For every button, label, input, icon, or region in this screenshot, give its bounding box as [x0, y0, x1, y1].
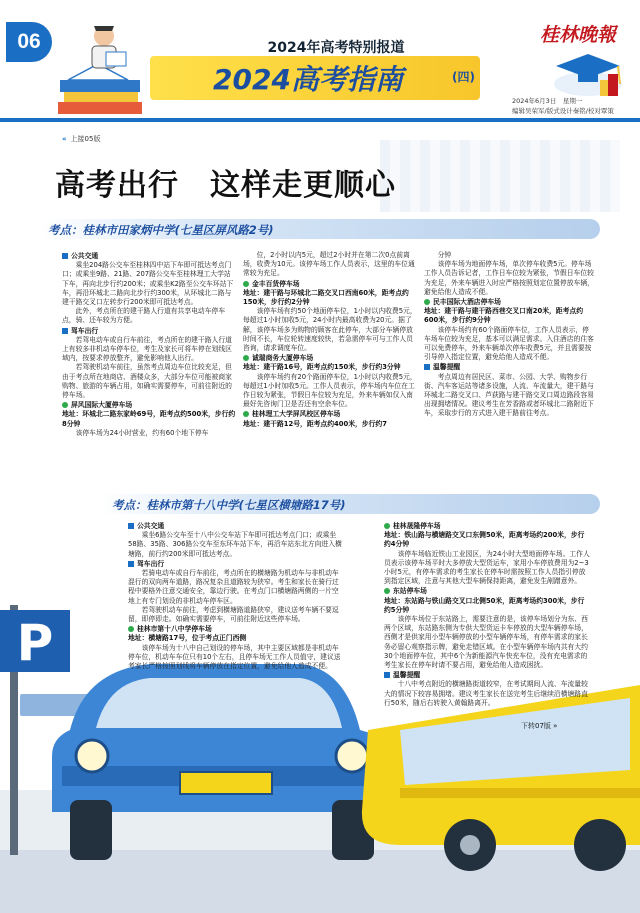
paragraph: 该停车场临近铁山工业园区，为24小时大型地面停车场。工作人员表示该停车场平时大多停放大型货运车，家用小车停放费用为2~3小时5元，有停车需求的考生家长在停车时需按照工作人员指引停放到指定区域，注意与其他大型车辆保持距离，避免发生剐蹭意外。: [384, 549, 590, 586]
paragraph: 若驾驶机动车前往，虽然考点周边车位比较充足，但由于考点所在地商店、酒楼众多，大部分车位可能被商家购物、旅游的车辆占用，如确实需要停车，可前往附近的停车场。: [62, 363, 232, 400]
graduation-cap-illustration: [548, 44, 632, 100]
jump-from-note: [62, 134, 100, 144]
parking-lot-name: 东站停车场: [384, 587, 590, 596]
title-part-number: (四): [452, 70, 475, 84]
parking-lot-name: 桂林市第十八中学停车场: [128, 625, 344, 634]
parking-lot-name: 桂林晟隆停车场: [384, 522, 590, 531]
subheading: 驾车出行: [128, 560, 344, 569]
paragraph: 该停车场为十八中自己划设的停车场，其中主要区域都是非机动车停车位，机动车车位只有10个左右，且停车场无工作人员值守，建议送考家长严格按照划线将车辆停放在指定位置，避免给他人造成不便。: [128, 643, 341, 671]
paragraph: 若驾电动车或自行车前往，考点所在的建干路人行道上有较多非机动车停车位，考生及家长可将车停在划线区域内，按要求停放整齐，避免影响他人出行。: [62, 335, 232, 363]
double-chevron-right-icon: »: [553, 722, 558, 730]
jump-from-text: 上接05版: [70, 135, 101, 143]
parking-lot-name: 屏风国际大厦停车场: [62, 401, 236, 410]
parking-lot-name: 桂林理工大学屏风校区停车场: [243, 410, 417, 419]
paragraph: 考点周边有居民区、菜市、公园、大学、购物步行街、汽车客运站等诸多设施，人流、车流量大，建干路与环城北二路交叉口、芦荻路与建干路交叉口周边路段容易出现拥堵情况。建议考生在芳香路或者环城北二路附近下车，采取步行的方式进入建干路前往考点。: [424, 372, 594, 418]
paragraph: 该停车场有约50个地面停车位，1小时以内收费5元，每超过1小时加收5元，24小时内最高收费为20元。据了解，该停车场多为购物的顾客在此停车，大部分车辆停放时间不长，车位轮转速度较快，若急需停车可与工作人员咨询，请求调度车位。: [243, 307, 417, 353]
paragraph-continued: 分钟: [437, 251, 452, 259]
paragraph: 该停车场位于东站路上，需要注意的是，该停车场划分为东、西两个区域，东站路东侧为专供大型货运卡车停放的大型车辆停车场，西侧才是供家用小型车辆停放的小型车辆停车场，有停车需求的家长务必留心观察指示牌，避免走错区域。在小型车辆停车场内共有大约30个地面停车位，其中6个为新能源汽车快充车位，没有充电需求的考生家长在停车时请不要占用，避免给他人造成困扰。: [384, 615, 588, 670]
student-reading-books-illustration: [58, 18, 148, 118]
subheading: 温馨提醒: [424, 363, 594, 372]
section-1-column-3: [424, 251, 594, 419]
section-1-column-2: [243, 251, 417, 429]
subheading: 公共交通: [128, 522, 344, 531]
parking-lot-name: 民丰国际大酒店停车场: [424, 298, 594, 307]
editors-credit: 编辑吴荣军/版式设计秦铭/校对覃策: [512, 107, 614, 115]
subheading: 公共交通: [62, 252, 236, 261]
header-divider: [0, 118, 640, 122]
paragraph: 该停车场为地面停车场，单次停车收费5元。停车场工作人员告诉记者，工作日车位较为紧张，节假日车位较为充足，外来车辆进入时应严格按照划定位置停放车辆，避免给他人造成不便。: [424, 260, 594, 296]
section-2-title: [112, 497, 346, 513]
jump-to-note: [521, 721, 557, 731]
parking-lot-address: 地址：环城北二路东家岭69号，距考点约500米，步行约8分钟: [62, 410, 236, 428]
parking-lot-address: 地址：建干路16号，距考点约150米，步行约3分钟: [243, 363, 401, 372]
issue-date: 2024年6月3日 星期一: [512, 97, 583, 105]
paragraph: 该停车场约有60个路面停车位，工作人员表示，停车场车位较为充足，基本可以满足需求。入住酒店的住客可以免费停车，外来车辆单次停车收费5元，并且需要按引导停入指定位置，避免给他人造成不便。: [424, 325, 594, 362]
parking-lot-address: 地址：铁山路与横塘路交叉口东侧50米，距离考场约200米，步行约4分钟: [384, 531, 585, 549]
paragraph: 乘坐6路公交车至十八中公交车站下车即可抵达考点门口；或乘坐58路、35路、306路公交车至东环车站下车，再沿车站东北方向进入横塘路，前行约200米即可抵达考点。: [128, 531, 342, 558]
subheading: 驾车出行: [62, 327, 236, 336]
paragraph-continued: 位，2小时以内5元，超过2小时并在第二次0点前离场，收费为10元。该停车场工作人员表示，这里的车位通常较为充足。: [243, 251, 415, 278]
paragraph: 十八中考点附近的横塘路街道较窄，在考试期间人流、车流量较大的情况下较容易拥堵。建议考生家长在送完考生后继续沿横塘路直行50米，随后右转驶入黄翰路离开。: [384, 680, 588, 707]
parking-lot-address: 地址：东站路与铁山路交叉口北侧50米，距离考场约300米，步行约5分钟: [384, 596, 585, 614]
parking-lot-address: 地址：建干路与环城北二路交叉口西南60米，距考点约150米，步行约2分钟: [243, 288, 409, 307]
parking-lot-name: 诚瑞商务大厦停车场: [243, 354, 417, 363]
section-2-column-1: [128, 521, 344, 671]
parking-sign: P: [16, 614, 54, 672]
parking-lot-name: 金丰百货停车场: [243, 280, 417, 289]
exam-site-label: 考点：: [112, 498, 147, 512]
paragraph: 该停车场约有20个路面停车位，1小时以内收费5元，每超过1小时加收5元。工作人员表示，停车场内车位在工作日较为紧张，节假日车位较为充足，外来车辆如仅入南最好先咨询门卫是否还有空余车位。: [243, 372, 417, 409]
exam-site-name: 桂林市田家炳中学(七星区屏风路2号): [82, 223, 274, 237]
paragraph: 若骑电动车或自行车前往，考点所在的横塘路为机动车与非机动车混行的双向两车道路，路况复杂且道路较为狭窄。考生和家长在骑行过程中要格外注意交通安全，靠边行驶。在考点门口横塘路两侧的一片空地上有专门划设的非机动车停车区。: [128, 569, 339, 605]
page-number: 06: [6, 22, 52, 62]
double-chevron-left-icon: «: [62, 135, 67, 143]
page-header: [0, 0, 640, 120]
jump-to-text: 下转07版: [521, 722, 551, 730]
paragraph: 若驾驶机动车前往，考虑到横塘路道路狭窄，建议送考车辆不要逗留，即停即走。如确实需要停车，可前往附近这些停车场。: [128, 605, 339, 624]
parking-lot-address: 地址：建干路12号，距考点约400米，步行约7: [243, 419, 387, 428]
background-pattern: [380, 140, 620, 212]
exam-site-label: 考点：: [48, 223, 83, 237]
newspaper-logo: 桂林晚報: [540, 24, 617, 46]
paragraph: 此外，考点所在的建干路人行道有共享电动车停车点，骑、还车较为方便。: [62, 307, 226, 325]
exam-site-name: 桂林市第十八中学(七星区横塘路17号): [146, 498, 346, 512]
section-1-title: [48, 222, 274, 238]
parking-lot-address: 地址：建干路与建干路西巷交叉口南20米，距考点约600米，步行约9分钟: [424, 307, 583, 325]
subheading: 温馨提醒: [384, 671, 590, 680]
page-section-title: 2024高考指南: [213, 63, 403, 96]
special-report-kicker: 2024年高考特别报道: [267, 40, 405, 56]
paragraph: 该停车场为24小时营业，约有60个地下停车: [75, 428, 209, 437]
section-1-column-1: [62, 251, 236, 438]
article-headline: 高考出行 这样走更顺心: [55, 168, 396, 203]
parking-lot-address: 地址：横塘路17号，位于考点正门西侧: [128, 634, 247, 643]
section-2-column-2: [384, 521, 590, 708]
paragraph: 乘坐204路公交车至桂林四中站下车即可抵达考点门口；或乘坐9路、21路、207路公交车至桂林理工大学站下车，再向北步行约200米；或乘坐K2路至公交车环站下车，再沿环城北二路向北步行约300米，从环城北二路与建干路交叉口左转步行200米即可抵达考点。: [62, 261, 234, 307]
